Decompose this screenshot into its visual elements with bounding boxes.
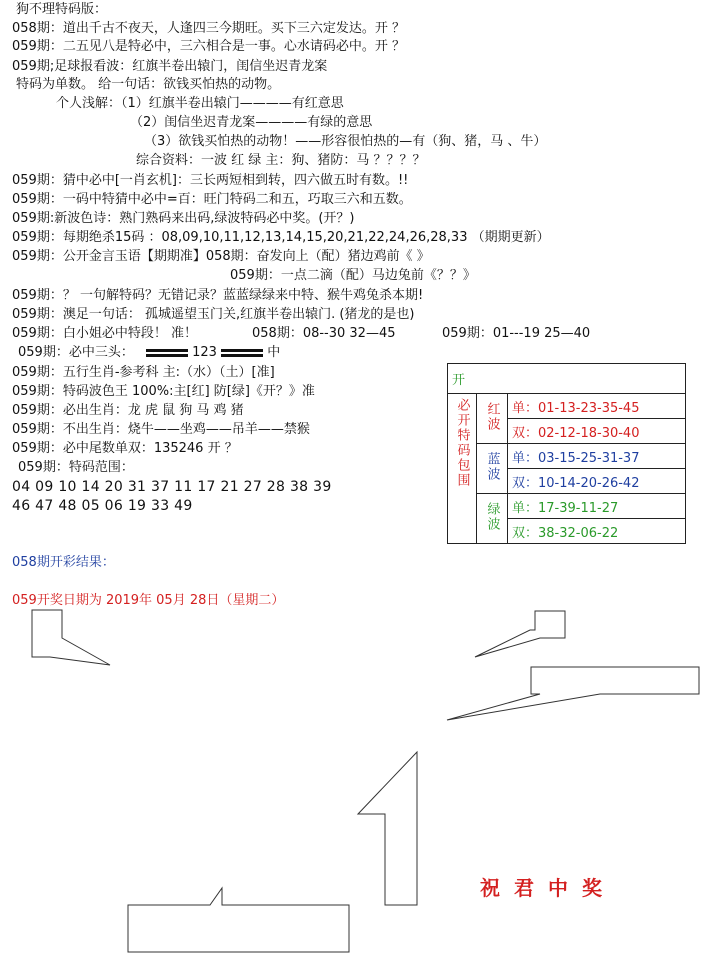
text-line: （2）闺信坐迟青龙案————有绿的意思 [130,115,373,130]
number-one-shape [358,752,417,905]
callout-box-right [475,611,565,657]
table-header: 开 [448,364,686,394]
text-line: 059期：特码波色王 100%:主[红] 防[绿]《开？》准 [12,384,315,399]
green-even: 双：38-32-06-22 [508,519,686,544]
page-title: 狗不理特码版： [16,2,108,17]
text-line: 个人浅解：（1）红旗半卷出辕门————有红意思 [56,96,344,111]
text-line: 059期:新波色诗：熟门熟码来出码,绿波特码必中奖。(开？) [12,211,355,226]
text-line: 059期：公开金言玉语【期期准】058期：奋发向上（配）猪边鸡前《 》 [12,249,430,264]
blue-even: 双：10-14-20-26-42 [508,469,686,494]
text-line: 059期：特码范围： [18,460,134,475]
text-line: 059期：澳足一句话： 孤城遥望玉门关,红旗半卷出辕门. (猪龙的是也) [12,307,415,322]
text-line: 059期：不出生肖：烧牛——坐鸡——吊羊——禁猴 [12,422,310,437]
result-title: 058期开彩结果： [12,555,115,570]
text-label: 059期：必中三头： [18,345,134,360]
text-line: 059期：一点二滴（配）马边兔前《？？》 [230,268,476,283]
text-line: 059期;足球报看波：红旗半卷出辕门，闺信坐迟青龙案 [12,59,328,74]
callout-box-bottom [128,888,349,952]
red-even: 双：02-12-18-30-40 [508,419,686,444]
text-line: 059期：二五见八是特必中，三六相合是一事。心水请码必中。开 ？ [12,39,405,54]
text-label: 中 [267,345,281,360]
wave-label-red: 红波 [484,401,500,432]
text-line: 058期：道出千古不夜天，人逢四三今期旺。买下三六定发达。开 ？ [12,21,405,36]
blue-odd: 单：03-15-25-31-37 [508,444,686,469]
callout-box-left [32,610,110,665]
text-line: 059期：猜中必中[一肖玄机]：三长两短相到转，四六做五时有数。!! [12,173,409,188]
text-line: （3）欲钱买怕热的动物！——形容很怕热的—有（狗、猪，马 、牛） [144,134,547,149]
text-line: 059期：一码中特猜中必中=百：旺门特码二和五，巧取三六和五数。 [12,192,412,207]
text-line: 综合资料：一波 红 绿 主：狗、猪防：马 ？？？？ [136,153,426,168]
callout-box-wide [447,667,699,720]
text-line: 059期：？ 一句解特码？无错记录？蓝蓝绿绿来中特、猴牛鸡兔杀本期! [12,288,424,303]
wave-label-green: 绿波 [484,501,500,532]
head-numbers: 123 [192,345,217,360]
number-range: 46 47 48 05 06 19 33 49 [12,498,193,514]
table-side-label: 必开特码包围 [454,398,470,488]
text-line: 059期：五行生肖-参考科 主:（水）（土）[准] [12,365,275,380]
wave-label-blue: 蓝波 [484,451,500,482]
green-odd: 单：17-39-11-27 [508,494,686,519]
blessing-text: 祝君中奖 [480,876,616,900]
text-line: 059期：必中尾数单双：135246 开 ？ [12,441,238,456]
red-odd: 单：01-13-23-35-45 [508,394,686,419]
text-line: 058期：08--30 32—45 [252,326,396,341]
text-line: 059期：01---19 25—40 [442,326,591,341]
text-line: 特码为单数。 给一句话：欲钱买怕热的动物。 [16,77,281,92]
text-line: 059期：每期绝杀15码 ：08,09,10,11,12,13,14,15,20,21,22,24,26,28,33 （期期更新） [12,230,550,245]
draw-date: 059开奖日期为 2019年 05月 28日（星期二） [12,593,285,608]
text-line: 059期：必出生肖：龙 虎 鼠 狗 马 鸡 猪 [12,403,244,418]
number-range: 04 09 10 14 20 31 37 11 17 21 27 28 38 39 [12,479,332,495]
text-line: 059期：白小姐必中特段！ 准！ [12,326,197,341]
